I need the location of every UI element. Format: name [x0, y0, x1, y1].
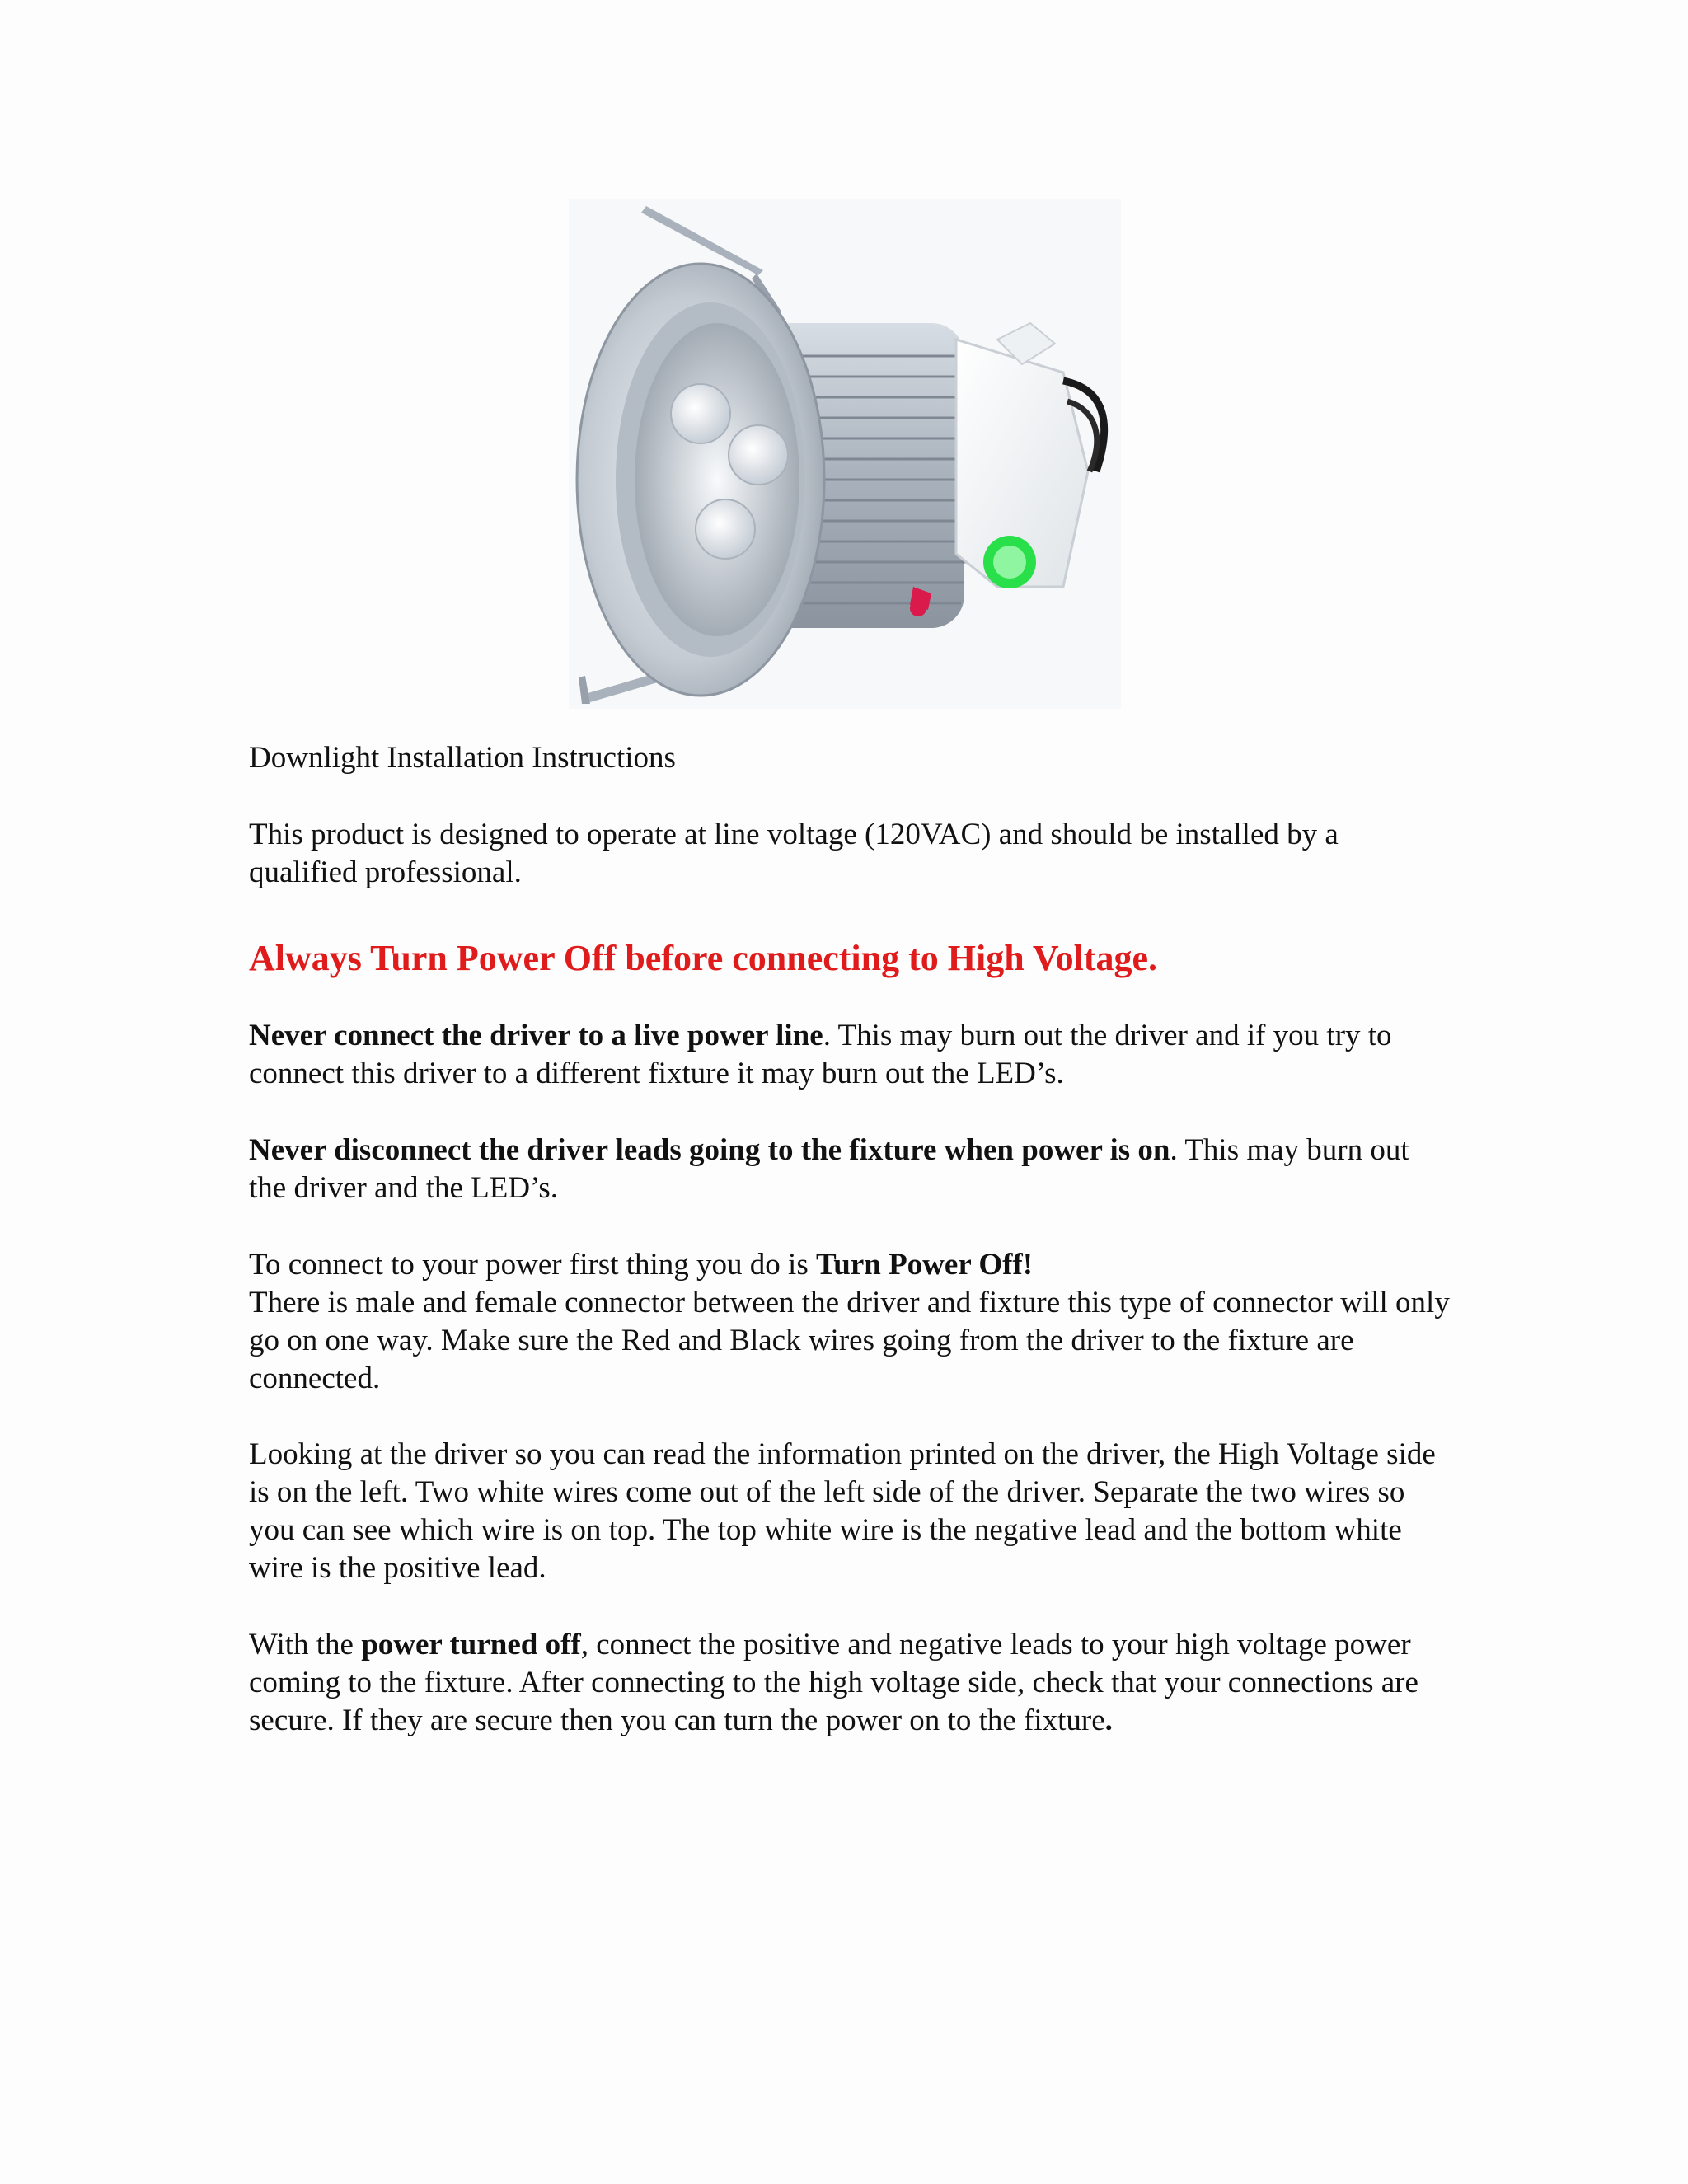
paragraph-live-power-bold: Never connect the driver to a live power line: [249, 1019, 823, 1052]
paragraph-driver-wires: Looking at the driver so you can read the information printed on the driver, the High Voltage side is on the left. Two white wires come out of the left side of the driver. Separate the two wires so you can see which wire is on top. The top white wire is the negative lead and the bottom white wire is the positive lead.: [249, 1437, 1436, 1585]
paragraph-connect-power-lead: To connect to your power first thing you do is: [249, 1248, 816, 1282]
paragraph-final-connection-text: , connect the positive and negative leads to your high voltage power coming to the fixture. After connecting to the high voltage side, check that your connections are secure. If they are secure then you can turn the power on to the fixture: [249, 1628, 1418, 1737]
led-downlight-image: [569, 199, 1121, 709]
paragraph-connect-power-text: There is male and female connector between the driver and fixture this type of connector will only go on one way. Make sure the Red and Black wires going from the driver to the fixture are connected.: [249, 1286, 1450, 1395]
paragraph-final-connection: [249, 1626, 1452, 1740]
intro-paragraph: This product is designed to operate at line voltage (120VAC) and should be installed by a qualified professional.: [249, 818, 1339, 889]
paragraph-final-connection-end: .: [1104, 1704, 1113, 1737]
paragraph-disconnect-leads-text: . This may burn out the driver and the LED’s.: [249, 1133, 1409, 1205]
warning-heading: Always Turn Power Off before connecting to High Voltage.: [249, 938, 1158, 978]
paragraph-final-connection-bold: power turned off: [361, 1628, 581, 1661]
document-title: Downlight Installation Instructions: [249, 741, 676, 775]
paragraph-final-connection-lead: With the: [249, 1628, 362, 1661]
paragraph-connect-power-bold: Turn Power Off!: [815, 1248, 1034, 1282]
paragraph-live-power-text: . This may burn out the driver and if you try to connect this driver to a different fixture it may burn out the LED’s.: [249, 1019, 1392, 1090]
paragraph-connect-power: [249, 1246, 1452, 1398]
paragraph-live-power: [249, 1017, 1452, 1093]
paragraph-disconnect-leads-bold: Never disconnect the driver leads going to the fixture when power is on: [249, 1133, 1170, 1167]
paragraph-disconnect-leads: [249, 1132, 1452, 1207]
